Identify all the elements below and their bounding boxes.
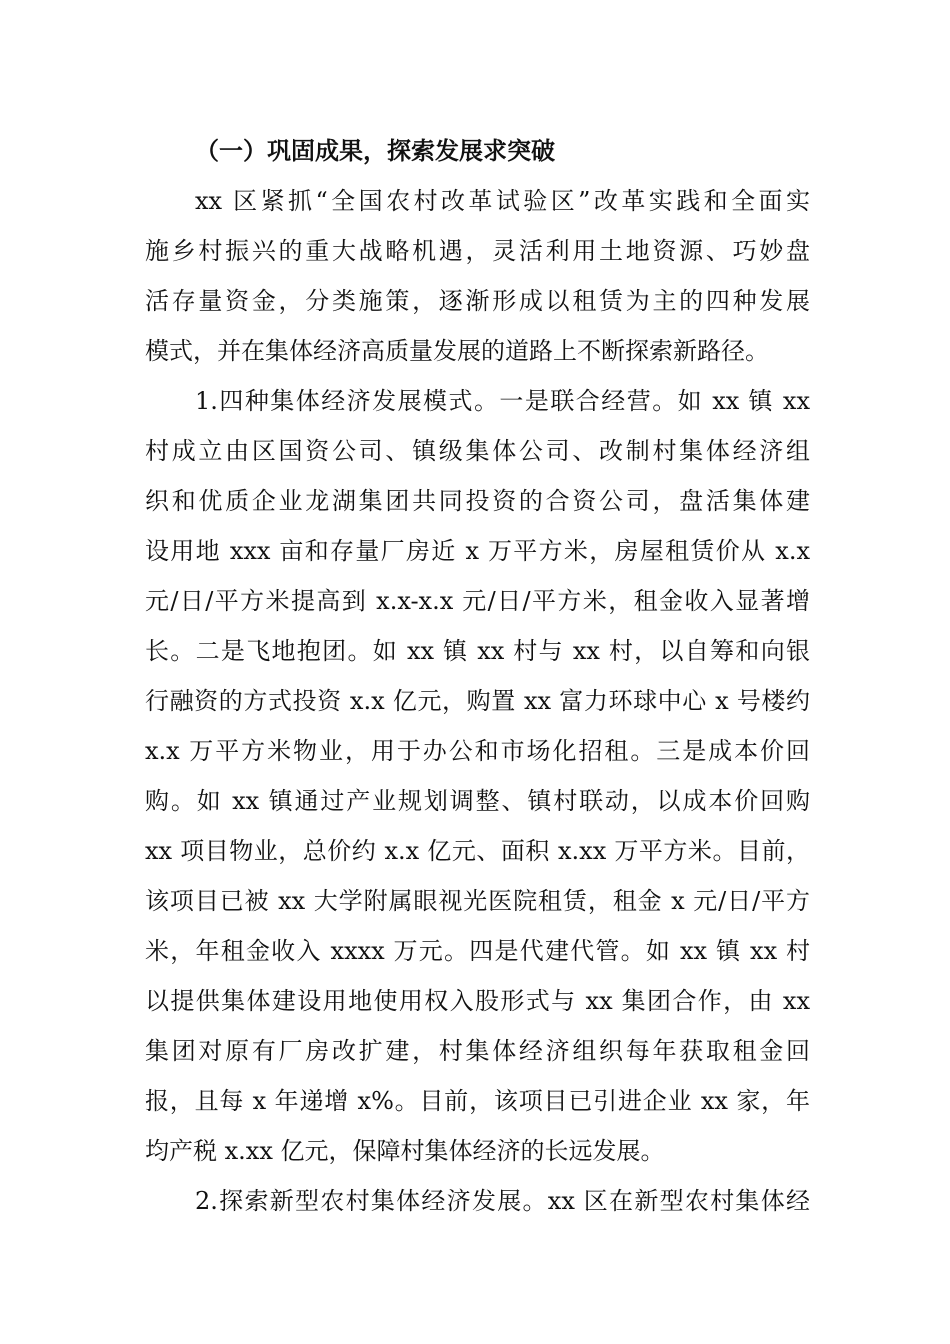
paragraph-line: 2.探索新型农村集体经济发展。xx 区在新型农村集体经 [195,1187,810,1215]
paragraph-line: 行融资的方式投资 x.x 亿元，购置 xx 富力环球中心 x 号楼约 [145,687,810,715]
paragraph-line: 购。如 xx 镇通过产业规划调整、镇村联动，以成本价回购 [145,787,810,815]
paragraph-line: 1.四种集体经济发展模式。一是联合经营。如 xx 镇 xx [195,387,810,415]
paragraph-line: 设用地 xxx 亩和存量厂房近 x 万平方米，房屋租赁价从 x.x [145,537,810,565]
paragraph-line: 集团对原有厂房改扩建，村集体经济组织每年获取租金回 [145,1037,810,1065]
paragraph-line: 活存量资金，分类施策，逐渐形成以租赁为主的四种发展 [145,287,810,315]
paragraph-line: x.x 万平方米物业，用于办公和市场化招租。三是成本价回 [145,737,810,765]
paragraph-line: 模式，并在集体经济高质量发展的道路上不断探索新路径。 [145,337,769,365]
paragraph-line: 元/日/平方米提高到 x.x-x.x 元/日/平方米，租金收入显著增 [145,587,810,615]
paragraph-line: 该项目已被 xx 大学附属眼视光医院租赁，租金 x 元/日/平方 [145,887,810,915]
paragraph-line: 报，且每 x 年递增 x%。目前，该项目已引进企业 xx 家，年 [145,1087,810,1115]
paragraph-line: 以提供集体建设用地使用权入股形式与 xx 集团合作，由 xx [145,987,810,1015]
paragraph-line: 均产税 x.xx 亿元，保障村集体经济的长远发展。 [145,1137,665,1165]
paragraph-line: xx 区紧抓“全国农村改革试验区”改革实践和全面实 [195,187,810,215]
paragraph-line: 米，年租金收入 xxxx 万元。四是代建代管。如 xx 镇 xx 村 [145,937,810,965]
section-heading: （一）巩固成果，探索发展求突破 [195,136,555,165]
paragraph-line: 村成立由区国资公司、镇级集体公司、改制村集体经济组 [145,437,810,465]
paragraph-line: 织和优质企业龙湖集团共同投资的合资公司，盘活集体建 [145,487,810,515]
paragraph-line: 施乡村振兴的重大战略机遇，灵活利用土地资源、巧妙盘 [145,237,810,265]
paragraph-line: 长。二是飞地抱团。如 xx 镇 xx 村与 xx 村，以自筹和向银 [145,637,810,665]
paragraph-line: xx 项目物业，总价约 x.x 亿元、面积 x.xx 万平方米。目前， [145,837,810,865]
